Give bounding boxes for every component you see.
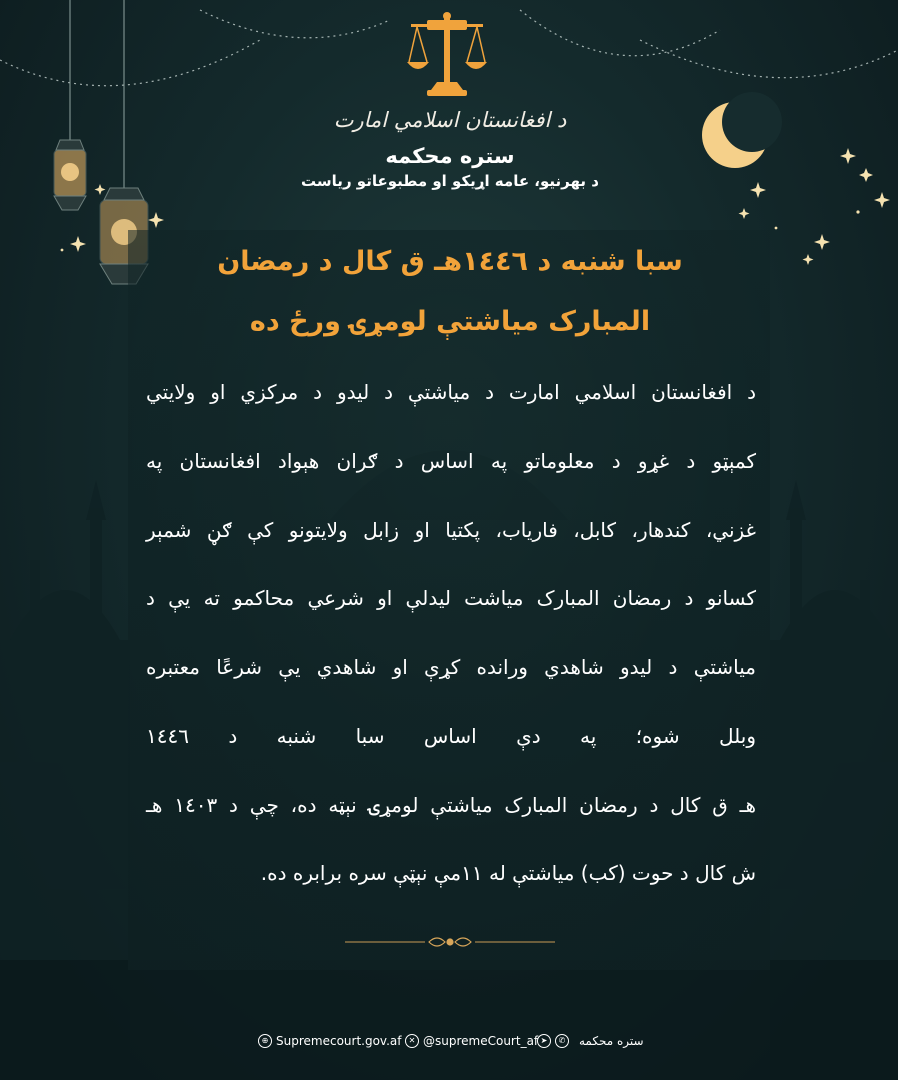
body-line: د افغانستان اسلامي امارت د میاشتې د لیدو د مرکزي او ولایتي <box>146 380 756 404</box>
body-line: وبلل شوه؛ په دې اساس سبا شنبه د ۱٤٤٦ <box>146 724 756 748</box>
ornamental-divider <box>345 932 555 952</box>
footer <box>0 1030 898 1054</box>
body-line: کسانو د رمضان المبارک میاشت لیدلې او شرعي محاکمو ته یې د <box>146 586 756 610</box>
scales-of-justice-logo <box>405 10 489 102</box>
twitter-link[interactable] <box>405 1034 538 1048</box>
website-text: Supremecourt.gov.af <box>276 1034 402 1048</box>
x-icon: ✕ <box>405 1034 419 1048</box>
body-line: میاشتې د لیدو شاهدي ورانده کړې او شاهدي یې شرعًا معتبره <box>146 655 756 679</box>
body-line: کمېټو د غړو د معلوماتو په اساس د ګران هېواد افغانستان په <box>146 449 756 473</box>
body-line: هـ ق کال د رمضان المبارک میاشتې لومړۍ نېټه ده، چې د ۱٤٠۳ هـ <box>146 793 757 817</box>
court-name: ستره محکمه <box>385 144 515 168</box>
headline-line-1: سبا شنبه د ۱٤٤٦هـ ق کال د رمضان <box>217 246 683 277</box>
twitter-handle: @supremeCourt_af <box>423 1034 539 1048</box>
lantern-icon <box>54 0 86 210</box>
globe-icon: ⊕ <box>258 1034 272 1048</box>
headline-line-2: المبارک میاشتې لومړۍ ورځ ده <box>249 306 651 337</box>
telegram-icon: ➤ <box>537 1034 551 1048</box>
footer-court-name: ستره محکمه <box>579 1034 644 1048</box>
whatsapp-icon: ✆ <box>555 1034 569 1048</box>
crescent-moon-icon <box>702 92 782 168</box>
directorate-name: د بهرنیو، عامه اړیکو او مطبوعاتو ریاست <box>301 172 599 190</box>
social-name-link[interactable] <box>537 1034 644 1048</box>
body-line: ش کال د حوت (کب) میاشتې له ۱۱مې نېټې سره برابره ده. <box>260 861 756 885</box>
website-link[interactable] <box>258 1034 401 1048</box>
body-line: غزني، کندهار، کابل، فاریاب، پکتیا او زابل ولایتونو کې ګڼ شمېر <box>146 518 756 542</box>
emblem-calligraphy: د افغانستان اسلامي امارت <box>333 108 567 132</box>
